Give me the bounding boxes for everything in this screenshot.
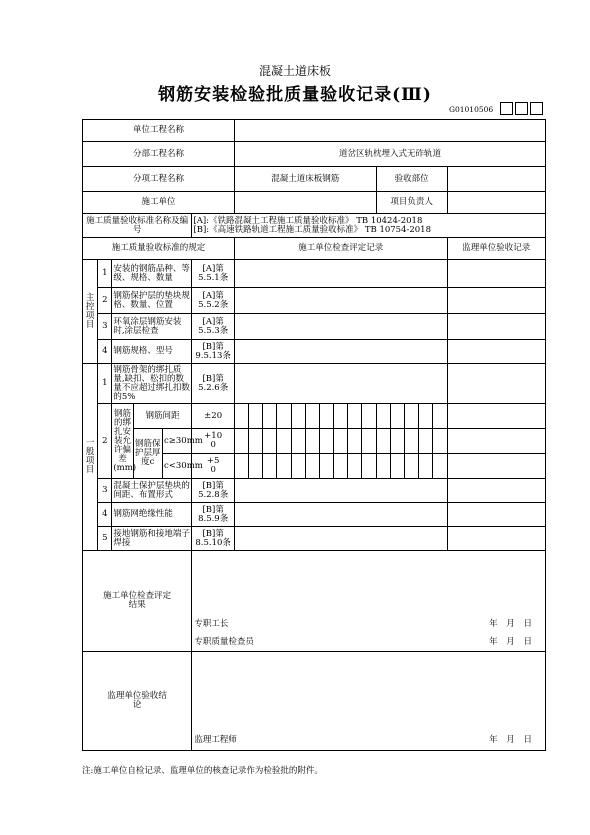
- general-item-5-supervision[interactable]: [447, 527, 545, 551]
- main-item-4-name: 钢筋规格、型号: [112, 340, 192, 364]
- main-item-2-record[interactable]: [234, 288, 447, 314]
- standard-label: 施工质量验收标准名称及编号: [83, 214, 192, 238]
- cover-lt30-measure-1[interactable]: [234, 454, 248, 479]
- cover-lt30-measure-7[interactable]: [319, 454, 333, 479]
- spacing-measure-15[interactable]: [433, 404, 447, 429]
- spacing-measure-4[interactable]: [277, 404, 291, 429]
- general-item-4-supervision[interactable]: [447, 503, 545, 527]
- main-item-1-clause: [A]第5.5.1条: [192, 260, 235, 288]
- general-item-2-no: 2: [98, 404, 112, 479]
- cover-lt30-measure-11[interactable]: [376, 454, 390, 479]
- cover-ge30-measure-2[interactable]: [249, 429, 263, 454]
- foreman-line: [194, 615, 544, 633]
- spacing-measure-1[interactable]: [234, 404, 248, 429]
- col-header-construction-check: 施工单位检查评定记录: [234, 238, 447, 260]
- cover-ge30-measure-9[interactable]: [348, 429, 362, 454]
- cover-ge30-measure-14[interactable]: [419, 429, 433, 454]
- project-manager-label: 项目负责人: [376, 192, 447, 214]
- cover-ge30-measure-11[interactable]: [376, 429, 390, 454]
- spacing-measure-5[interactable]: [291, 404, 305, 429]
- general-item-3-supervision[interactable]: [447, 479, 545, 503]
- inspector-line: [194, 633, 544, 651]
- cover-lt30-tol-plus: +5: [206, 456, 220, 466]
- spacing-tolerance: ±20: [192, 404, 235, 429]
- construction-result-content[interactable]: [192, 551, 546, 652]
- general-item-4-no: 4: [98, 503, 112, 527]
- main-item-4-supervision[interactable]: [447, 340, 545, 364]
- inspector-label: 专职质量检查员: [194, 637, 254, 647]
- spacing-measure-12[interactable]: [390, 404, 404, 429]
- engineer-label: 监理工程师: [194, 735, 237, 745]
- general-item-1-supervision[interactable]: [447, 364, 545, 404]
- construction-result-label: 施工单位检查评定结果: [83, 551, 192, 652]
- general-item-4-clause: [B]第8.5.9条: [192, 503, 235, 527]
- division-label: 分部工程名称: [83, 142, 235, 167]
- general-item-4-record[interactable]: [234, 503, 447, 527]
- inspector-date: 年 月 日: [489, 637, 532, 647]
- main-item-4-clause: [B]第9.5.13条: [192, 340, 235, 364]
- standard-b: [B]:《高速铁路轨道工程施工质量验收标准》 TB 10754-2018: [193, 224, 431, 235]
- main-item-2-supervision[interactable]: [447, 288, 545, 314]
- general-item-3-record[interactable]: [234, 479, 447, 503]
- cover-ge30-measure-15[interactable]: [433, 429, 447, 454]
- main-item-3-record[interactable]: [234, 314, 447, 340]
- footnote: 注:施工单位自检记录、监理单位的核查记录作为检验批的附件。: [82, 766, 323, 776]
- cover-lt30-measure-5[interactable]: [291, 454, 305, 479]
- general-item-5-clause: [B]第8.5.10条: [192, 527, 235, 551]
- cover-lt30-measure-15[interactable]: [433, 454, 447, 479]
- main-item-3-supervision[interactable]: [447, 314, 545, 340]
- cover-lt30-measure-3[interactable]: [263, 454, 277, 479]
- cover-lt30-measure-6[interactable]: [305, 454, 319, 479]
- spacing-measure-11[interactable]: [376, 404, 390, 429]
- col-header-supervision-check: 监理单位验收记录: [447, 238, 545, 260]
- cover-ge30-measure-6[interactable]: [305, 429, 319, 454]
- deviation-group-label: 钢筋的绑扎安装允许偏差(mm): [112, 404, 133, 479]
- code-box-3[interactable]: [530, 102, 543, 115]
- cover-ge30-measure-4[interactable]: [277, 429, 291, 454]
- general-item-5-record[interactable]: [234, 527, 447, 551]
- cover-ge30-measure-12[interactable]: [390, 429, 404, 454]
- spacing-supervision[interactable]: [447, 404, 545, 429]
- engineer-date: 年 月 日: [489, 735, 532, 745]
- main-item-4-record[interactable]: [234, 340, 447, 364]
- spacing-measure-13[interactable]: [405, 404, 419, 429]
- col-header-standard-rules: 施工质量验收标准的规定: [83, 238, 235, 260]
- cover-thickness-label: 钢筋保护层厚度c: [133, 429, 162, 479]
- unit-project-value[interactable]: [234, 120, 545, 142]
- engineer-line: [194, 730, 544, 750]
- spacing-measure-10[interactable]: [362, 404, 376, 429]
- general-item-1-clause: [B]第5.2.6条: [192, 364, 235, 404]
- main-item-1-no: 1: [98, 260, 112, 288]
- main-item-2-no: 2: [98, 288, 112, 314]
- main-item-1-record[interactable]: [234, 260, 447, 288]
- document-title: 钢筋安装检验批质量验收记录(Ⅲ): [158, 85, 432, 105]
- cover-lt30-measure-9[interactable]: [348, 454, 362, 479]
- general-item-3-clause: [B]第5.2.8条: [192, 479, 235, 503]
- standard-a: [A]:《铁路混凝土工程施工质量验收标准》 TB 10424-2018: [193, 215, 423, 226]
- cover-lt30-supervision[interactable]: [447, 454, 545, 479]
- construction-unit-label: 施工单位: [83, 192, 235, 214]
- main-control-label: 主控项目: [83, 260, 98, 364]
- main-item-3-name: 环氧涂层钢筋安装时,涂层检查: [112, 314, 192, 340]
- general-item-1-no: 1: [98, 364, 112, 404]
- spacing-measure-8[interactable]: [334, 404, 348, 429]
- spacing-measure-7[interactable]: [319, 404, 333, 429]
- main-item-3-clause: [A]第5.5.3条: [192, 314, 235, 340]
- cover-lt30-measure-8[interactable]: [334, 454, 348, 479]
- construction-unit-value[interactable]: [234, 192, 376, 214]
- unit-project-label: 单位工程名称: [83, 120, 235, 142]
- cover-lt30-label: c<30mm: [163, 454, 192, 479]
- cover-lt30-measure-10[interactable]: [362, 454, 376, 479]
- cover-ge30-measure-8[interactable]: [334, 429, 348, 454]
- subitem-label: 分项工程名称: [83, 167, 235, 192]
- cover-ge30-label: c≥30mm: [163, 429, 192, 454]
- foreman-label: 专职工长: [194, 619, 229, 629]
- main-item-3-no: 3: [98, 314, 112, 340]
- supervision-conclusion-content[interactable]: [192, 652, 546, 751]
- cover-ge30-supervision[interactable]: [447, 429, 545, 454]
- spacing-measure-6[interactable]: [305, 404, 319, 429]
- division-value[interactable]: 道岔区轨枕埋入式无砟轨道: [234, 142, 545, 167]
- main-item-2-name: 钢筋保护层的垫块规格、数量、位置: [112, 288, 192, 314]
- cover-lt30-measure-12[interactable]: [390, 454, 404, 479]
- cover-ge30-measure-5[interactable]: [291, 429, 305, 454]
- spacing-measure-3[interactable]: [263, 404, 277, 429]
- form-code: G01010506: [449, 105, 494, 114]
- general-item-5-name: 接地钢筋和接地端子焊接: [112, 527, 192, 551]
- acceptance-part-label: 验收部位: [376, 167, 447, 192]
- subitem-value[interactable]: 混凝土道床板钢筋: [234, 167, 376, 192]
- document-subtitle: 混凝土道床板: [258, 64, 331, 78]
- spacing-label: 钢筋间距: [133, 404, 192, 429]
- general-item-4-name: 钢筋网绝缘性能: [112, 503, 192, 527]
- project-manager-value[interactable]: [447, 192, 545, 214]
- acceptance-part-value[interactable]: [447, 167, 545, 192]
- main-item-1-supervision[interactable]: [447, 260, 545, 288]
- main-item-1-name: 安装的钢筋品种、等级、规格、数量: [112, 260, 192, 288]
- cover-ge30-measure-1[interactable]: [234, 429, 248, 454]
- spacing-measure-9[interactable]: [348, 404, 362, 429]
- general-label: 一般项目: [83, 364, 98, 551]
- cover-ge30-measure-13[interactable]: [405, 429, 419, 454]
- standard-list: [192, 214, 546, 238]
- cover-ge30-measure-3[interactable]: [263, 429, 277, 454]
- main-item-2-clause: [A]第5.5.2条: [192, 288, 235, 314]
- general-item-5-no: 5: [98, 527, 112, 551]
- code-box-1[interactable]: [500, 102, 513, 115]
- spacing-measure-2[interactable]: [249, 404, 263, 429]
- cover-ge30-measure-7[interactable]: [319, 429, 333, 454]
- main-item-4-no: 4: [98, 340, 112, 364]
- general-item-3-no: 3: [98, 479, 112, 503]
- cover-lt30-tol-minus: 0: [210, 465, 216, 475]
- cover-lt30-measure-2[interactable]: [249, 454, 263, 479]
- cover-lt30-measure-13[interactable]: [405, 454, 419, 479]
- supervision-conclusion-label: 监理单位验收结论: [83, 652, 192, 751]
- cover-ge30-tol-minus: 0: [210, 440, 216, 450]
- acceptance-record-table: [82, 119, 546, 751]
- cover-lt30-measure-4[interactable]: [277, 454, 291, 479]
- general-item-3-name: 混凝土保护层垫块的间距、布置形式: [112, 479, 192, 503]
- cover-lt30-measure-14[interactable]: [419, 454, 433, 479]
- code-box-2[interactable]: [515, 102, 528, 115]
- general-item-1-record[interactable]: [234, 364, 447, 404]
- spacing-measure-14[interactable]: [419, 404, 433, 429]
- cover-ge30-tol-plus: +10: [204, 431, 223, 441]
- foreman-date: 年 月 日: [489, 619, 532, 629]
- cover-ge30-measure-10[interactable]: [362, 429, 376, 454]
- general-item-1-name: 钢筋骨架的绑扎质量,缺扣、松扣的数量不应超过绑扎扣数的5%: [113, 364, 190, 402]
